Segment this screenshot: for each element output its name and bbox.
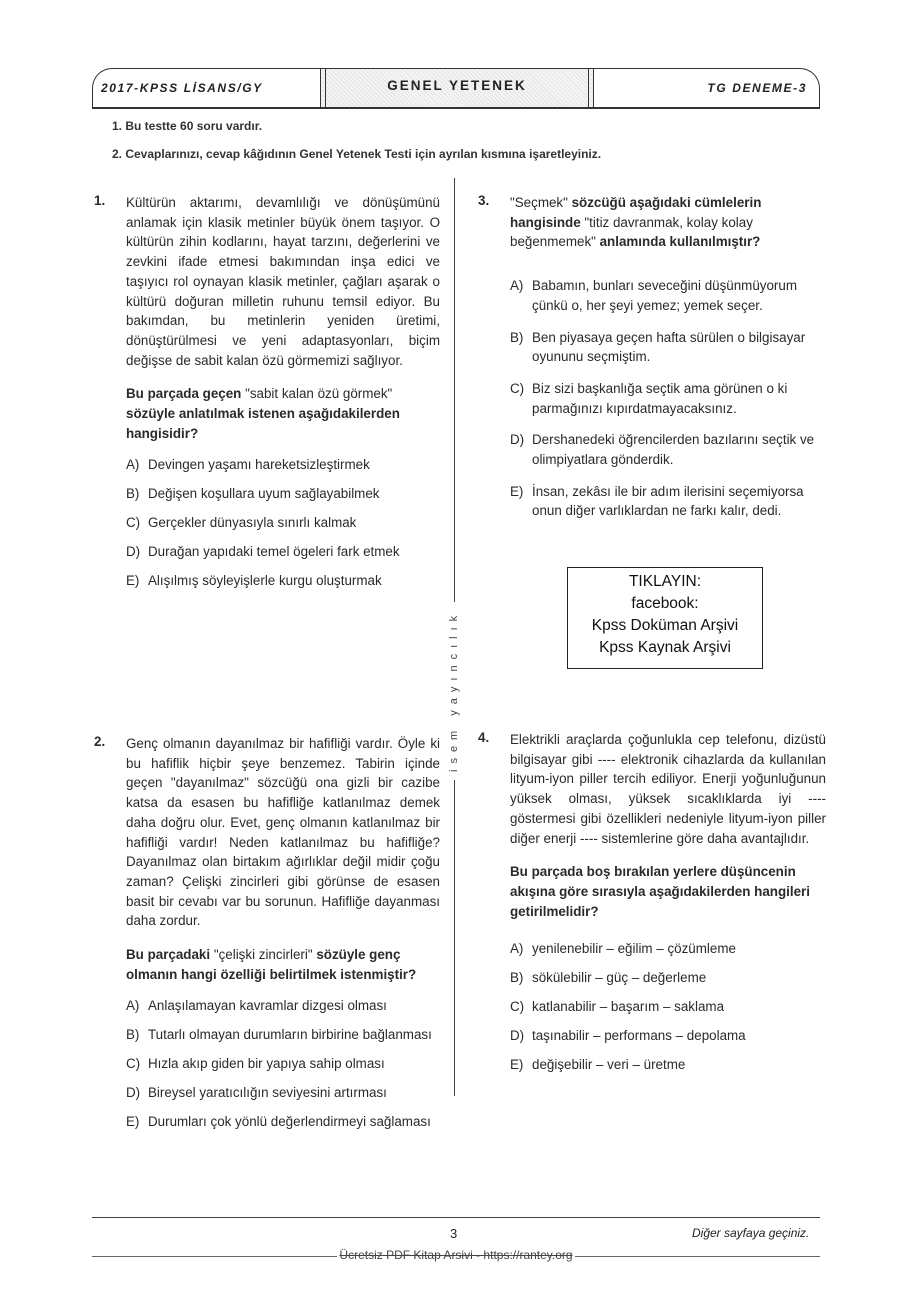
option-a[interactable] — [510, 939, 826, 959]
test-name: GENEL YETENEK — [320, 68, 594, 108]
question-4 — [510, 730, 826, 1084]
option-b[interactable] — [126, 484, 440, 504]
option-letter: C) — [126, 1056, 141, 1072]
option-c[interactable] — [126, 513, 440, 533]
instruction-1: 1. Bu testte 60 soru vardır. — [112, 119, 263, 133]
question-3-number: 3. — [478, 193, 490, 208]
option-a[interactable] — [510, 276, 826, 315]
option-text: taşınabilir – performans – depolama — [532, 1028, 746, 1044]
option-letter: C) — [510, 380, 525, 396]
question-2-number: 2. — [94, 734, 106, 749]
option-text: Biz sizi başkanlığa seçtik ama görünen o ki parmağınızı kıpırdatmayacaksınız. — [532, 380, 788, 416]
question-2-paragraph: Genç olmanın dayanılmaz bir hafifliği vardır. Öyle ki bu hafiflik hiçbir şeye benzemez. Tabirin içinde geçen "dayanılmaz" sözcüğü ona gizli bir cazibe katsa da esasen bu hafifliğe katlanılmaz demek daha doğru olur. Evet, genç olmanın katlanılmaz bir hafifliği vardır! Neden katlanılmaz bu hafifliğe? Dayanılmaz olan birtakım ağırlıklar değil midir çoğu zaman? Çelişki zincirleri gibi görünse de esasen basit bir cevabı var bu sorunun. Hafifliğe dayanması daha zordur. — [126, 736, 440, 929]
promo-line-4: Kpss Kaynak Arşivi — [599, 639, 731, 656]
option-text: Ben piyasaya geçen hafta sürülen o bilgisayar oyununu seçmiştim. — [532, 329, 806, 365]
option-letter: C) — [510, 999, 525, 1015]
question-4-options — [510, 939, 826, 1075]
question-3-stem — [510, 193, 826, 252]
header-divider — [92, 108, 820, 109]
exam-title: 2017-KPSS LİSANS/GY — [92, 68, 320, 108]
option-text: Durumları çok yönlü değerlendirmeyi sağlaması — [148, 1114, 431, 1130]
archive-link-container — [92, 1248, 820, 1262]
archive-link[interactable]: Ücretsiz PDF Kitap Arsivi - https://rantey.org — [339, 1248, 573, 1262]
next-page-note: Diğer sayfaya geçiniz. — [692, 1226, 810, 1240]
option-letter: E) — [510, 1057, 524, 1073]
option-b[interactable] — [510, 328, 826, 367]
option-e[interactable] — [510, 482, 826, 521]
option-d[interactable] — [126, 1083, 440, 1103]
option-text: Gerçekler dünyasıyla sınırlı kalmak — [148, 515, 357, 531]
option-e[interactable] — [126, 1112, 440, 1132]
option-text: katlanabilir – başarım – saklama — [532, 999, 725, 1015]
option-text: sökülebilir – güç – değerleme — [532, 970, 707, 986]
option-text: Durağan yapıdaki temel ögeleri fark etmek — [148, 544, 400, 560]
archive-footer — [92, 1248, 820, 1264]
option-a[interactable] — [126, 996, 440, 1016]
trial-exam-label: TG DENEME-3 — [594, 68, 820, 108]
option-b[interactable] — [510, 968, 826, 988]
publisher-label: isem yayıncılık — [446, 602, 462, 780]
option-e[interactable] — [126, 571, 440, 591]
question-4-stem: Bu parçada boş bırakılan yerlere düşüncenin akışına göre sırasıyla aşağıdakilerden hangileri getirilmelidir? — [510, 864, 810, 919]
stem-quote: "Seçmek" — [510, 195, 568, 210]
page-number: 3 — [450, 1226, 458, 1241]
question-2-stem — [126, 945, 440, 984]
option-letter: D) — [510, 432, 525, 448]
question-4-paragraph: Elektrikli araçlarda çoğunlukla cep telefonu, dizüstü bilgisayar gibi ---- elektronik cihazlarda da kullanılan lityum-iyon piller tercih ediliyor. Enerji yoğunluğunun yüksek olması, yüksek sıcaklıklarda iyi ---- göstermesi gibi özellikleri nedeniyle lityum-iyon piller diğer enerji ---- sistemlerine göre daha avantajlıdır. — [510, 732, 826, 846]
option-letter: A) — [126, 998, 140, 1014]
stem-part: sözüyle anlatılmak istenen aşağıdakilerden hangisidir? — [126, 406, 400, 441]
footer-divider — [92, 1217, 820, 1218]
question-1-options — [126, 455, 440, 591]
question-1-stem — [126, 384, 440, 443]
question-1-number: 1. — [94, 193, 106, 208]
option-letter: D) — [126, 1085, 141, 1101]
option-letter: B) — [510, 970, 524, 986]
stem-part: sözüyle genç olmanın hangi özelliği belirtilmek istenmiştir? — [126, 947, 417, 982]
option-text: Hızla akıp giden bir yapıya sahip olması — [148, 1056, 385, 1072]
option-c[interactable] — [126, 1054, 440, 1074]
promo-line-2: facebook: — [631, 595, 699, 612]
option-letter: A) — [510, 941, 524, 957]
option-d[interactable] — [126, 542, 440, 562]
option-letter: E) — [126, 1114, 140, 1130]
facebook-promo-box[interactable] — [567, 567, 763, 669]
option-text: Bireysel yaratıcılığın seviyesini artırması — [148, 1085, 387, 1101]
option-letter: B) — [126, 1027, 140, 1043]
option-text: değişebilir – veri – üretme — [532, 1057, 686, 1073]
option-text: Anlaşılamayan kavramlar dizgesi olması — [148, 998, 387, 1014]
option-text: İnsan, zekâsı ile bir adım ilerisini seçemiyorsa onun diğer varlıklardan ne farkı kalır, dedi. — [532, 483, 804, 519]
stem-quote: "titiz davranmak, kolay kolay beğenmemek" — [510, 214, 753, 250]
option-text: Alışılmış söyleyişlerle kurgu oluşturmak — [148, 573, 382, 589]
question-3 — [510, 193, 826, 533]
question-2 — [126, 734, 440, 1141]
stem-part: anlamında kullanılmıştır? — [595, 234, 761, 250]
option-d[interactable] — [510, 430, 826, 469]
question-1-paragraph: Kültürün aktarımı, devamlılığı ve dönüşümünü anlamak için klasik metinler büyük önem taşıyor. O kültürün zihin kodlarını, hayat tarzını, değerlerini ve zevkini ifade etmesi bakımından inşa edici ve taşıyıcı rol oynayan klasik metinler, çağları aşarak o kültürü doğuran milletin ruhunu temsil ediyor. Bu bakımdan, bu metinlerin yeniden üretimi, dönüştürülmesi ve yeni adaptasyonları, biçim değişse de sabit kalan özü görmemizi sağlıyor. — [126, 195, 440, 368]
option-letter: B) — [126, 486, 140, 502]
option-letter: D) — [126, 544, 141, 560]
page-header — [92, 68, 820, 110]
option-text: Devingen yaşamı hareketsizleştirmek — [148, 457, 370, 473]
stem-part: Bu parçada geçen — [126, 386, 246, 402]
option-letter: A) — [510, 278, 524, 294]
stem-part: sözcüğü aşağıdaki cümlelerin hangisinde — [510, 195, 762, 230]
option-e[interactable] — [510, 1055, 826, 1075]
option-text: Tutarlı olmayan durumların birbirine bağlanması — [148, 1027, 432, 1043]
instruction-2: 2. Cevaplarınızı, cevap kâğıdının Genel Yetenek Testi için ayrılan kısmına işaretleyiniz. — [112, 147, 602, 161]
stem-quote: "sabit kalan özü görmek" — [245, 386, 393, 402]
option-letter: E) — [126, 573, 140, 589]
option-letter: C) — [126, 515, 141, 531]
question-4-number: 4. — [478, 730, 490, 745]
option-c[interactable] — [510, 379, 826, 418]
option-text: Dershanedeki öğrencilerden bazılarını seçtik ve olimpiyatlara gönderdik. — [532, 432, 815, 468]
option-a[interactable] — [126, 455, 440, 475]
stem-quote: "çelişki zincirleri" — [213, 947, 313, 963]
option-letter: A) — [126, 457, 140, 473]
option-text: Babamın, bunları seveceğini düşünmüyorum çünkü o, her şeyi yemez; yemek seçer. — [532, 278, 797, 313]
option-c[interactable] — [510, 997, 826, 1017]
question-1 — [126, 193, 440, 600]
option-letter: B) — [510, 329, 524, 345]
option-letter: D) — [510, 1028, 525, 1044]
option-text: Değişen koşullara uyum sağlayabilmek — [148, 486, 380, 502]
option-text: yenilenebilir – eğilim – çözümleme — [532, 941, 736, 957]
stem-part: Bu parçadaki — [126, 947, 214, 963]
question-2-options — [126, 996, 440, 1132]
option-b[interactable] — [126, 1025, 440, 1045]
option-letter: E) — [510, 483, 524, 499]
promo-line-3: Kpss Doküman Arşivi — [591, 617, 739, 634]
question-3-options — [510, 276, 826, 521]
option-d[interactable] — [510, 1026, 826, 1046]
promo-line-1: TIKLAYIN: — [628, 573, 702, 590]
